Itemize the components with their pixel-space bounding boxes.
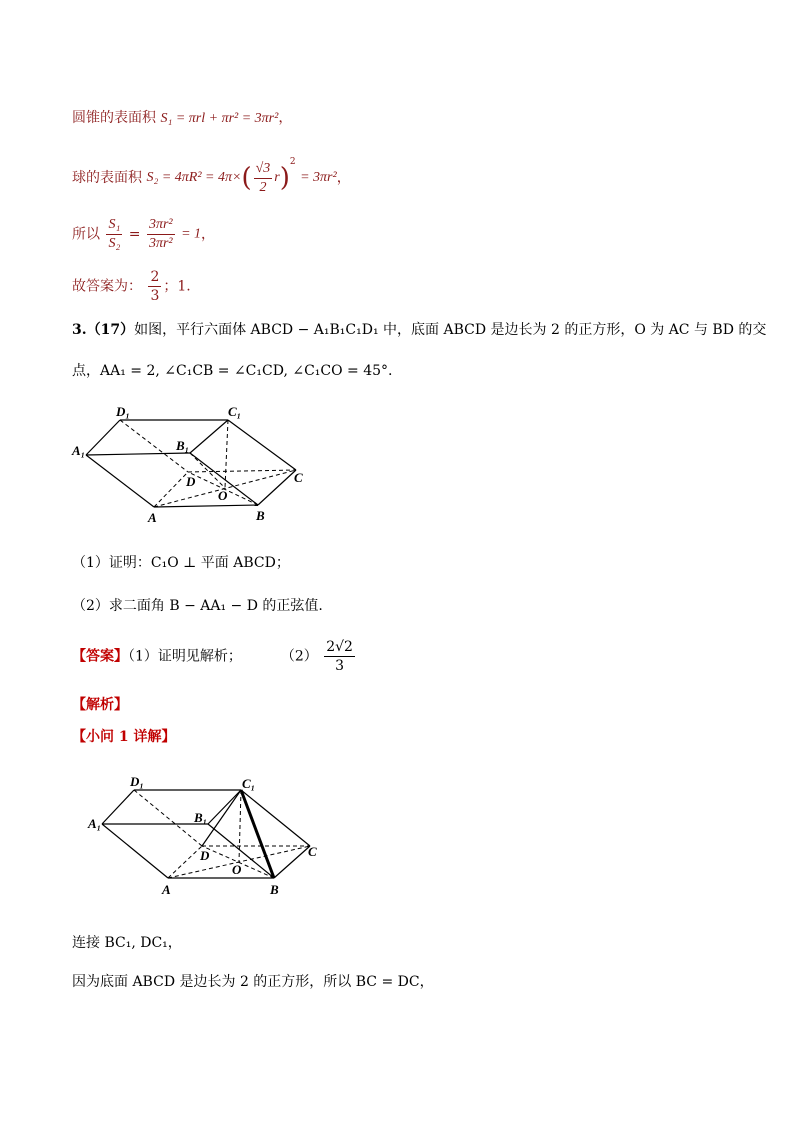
label-a: A: [162, 882, 171, 897]
connect-line: 连接 BC₁, DC₁，: [72, 935, 182, 951]
label-c: C: [294, 470, 303, 485]
edge-a-b: [154, 505, 258, 507]
edge-a1-d1: [102, 790, 134, 824]
edge-a1-a: [102, 824, 168, 878]
edge-a1-b1: [86, 453, 190, 455]
ratio-result: = 1: [181, 226, 202, 242]
ratio-fraction-2: $\frac{\text{3πr²}}{\text{3πr²}}$: [148, 217, 173, 251]
hidden-c1-o: [225, 420, 228, 488]
answer-fraction: $\frac{2√2}{3}$: [326, 639, 353, 674]
cone-area-label: 圆锥的表面积: [72, 110, 156, 126]
prev-answer-rest: ；1.: [163, 278, 191, 295]
label-c1: C₁: [242, 776, 256, 791]
sphere-formula-left: S₂ = 4πR² = 4π×: [146, 170, 242, 185]
sphere-formula-right: = 3πr²: [300, 170, 337, 185]
problem-3-stem-line-1: [72, 320, 766, 340]
sphere-fraction: $\frac{√3}{2}$: [255, 160, 271, 195]
label-c1: C₁: [228, 404, 242, 419]
sub-question-1-tag: 【小问 1 详解】: [72, 729, 176, 745]
prev-answer-fraction: $\frac{2}{3}$: [150, 269, 160, 304]
edge-b-c: [274, 846, 310, 878]
edge-c1-d: [202, 790, 241, 846]
cone-area-line: 圆锥的表面积 S₁ = πrl + πr² = 3πr²，: [72, 110, 293, 126]
edge-a1-d1: [86, 420, 120, 455]
sphere-area-line: 球的表面积 S₂ = 4πR² = 4π×( $\frac{√3}{2}$ r)$^2$ = 3πr²，: [72, 157, 351, 195]
sphere-area-label: 球的表面积: [72, 170, 142, 186]
parallelepiped-figure-2: [84, 772, 334, 902]
problem-stem-1: 如图，平行六面体 ABCD − A₁B₁C₁D₁ 中，底面 ABCD 是边长为 2 的正方形，O 为 AC 与 BD 的交: [134, 322, 767, 338]
question-2: （2）求二面角 B − AA₁ − D 的正弦值.: [72, 598, 323, 614]
problem-stem-2: 点，AA₁ = 2, ∠C₁CB = ∠C₁CD, ∠C₁CO = 45°.: [72, 363, 393, 379]
hidden-edge-a-d: [168, 846, 202, 878]
ratio-line: 所以 $\frac{\text{S₁}}{\text{S₂}}$ = $\frac{\text{3πr²}}{\text{3πr²}}$ = 1，: [72, 217, 216, 251]
prev-answer-label: 故答案为：: [72, 278, 142, 295]
label-d1: D₁: [130, 774, 144, 789]
label-a1: A₁: [72, 443, 86, 458]
hidden-edge-d-c: [188, 470, 296, 472]
hidden-edge-a-d: [154, 472, 188, 507]
answer-part-1: （1）证明见解析；: [128, 648, 242, 665]
label-a1: A₁: [88, 816, 102, 831]
answer-part-2: （2）: [280, 648, 318, 665]
label-b: B: [270, 882, 279, 897]
answer-line: [72, 638, 357, 678]
edge-c1-b1: [190, 420, 228, 453]
problem-source: （17）: [86, 322, 135, 338]
problem-number: 3.: [72, 322, 87, 338]
question-1: （1）证明：C₁O ⊥ 平面 ABCD；: [72, 555, 290, 571]
cone-area-formula: S₁ = πrl + πr² = 3πr²: [160, 111, 279, 126]
edge-c1-c: [228, 420, 296, 470]
hidden-edge-d1-d: [134, 790, 202, 846]
problem-3-stem-line-2: [72, 361, 393, 381]
label-d: D: [186, 474, 196, 489]
analysis-tag: 【解析】: [72, 697, 128, 713]
label-c: C: [308, 844, 317, 859]
label-b: B: [256, 508, 265, 523]
answer-tag: 【答案】: [72, 648, 128, 665]
edge-c1-b1: [208, 790, 241, 824]
because-line: 因为底面 ABCD 是边长为 2 的正方形，所以 BC = DC，: [72, 974, 434, 990]
label-d: D: [200, 848, 210, 863]
parallelepiped-figure-1: [68, 400, 318, 530]
label-d1: D₁: [116, 404, 130, 419]
label-b1: B₁: [176, 438, 190, 453]
label-a: A: [148, 510, 157, 525]
ratio-fraction-1: $\frac{\text{S₁}}{\text{S₂}}$: [108, 217, 121, 251]
label-b1: B₁: [194, 810, 208, 825]
prev-answer-line: [72, 268, 191, 308]
label-o: O: [232, 862, 242, 877]
ratio-label: 所以: [72, 226, 100, 243]
label-o: O: [218, 488, 228, 503]
edge-a1-a: [86, 455, 154, 507]
